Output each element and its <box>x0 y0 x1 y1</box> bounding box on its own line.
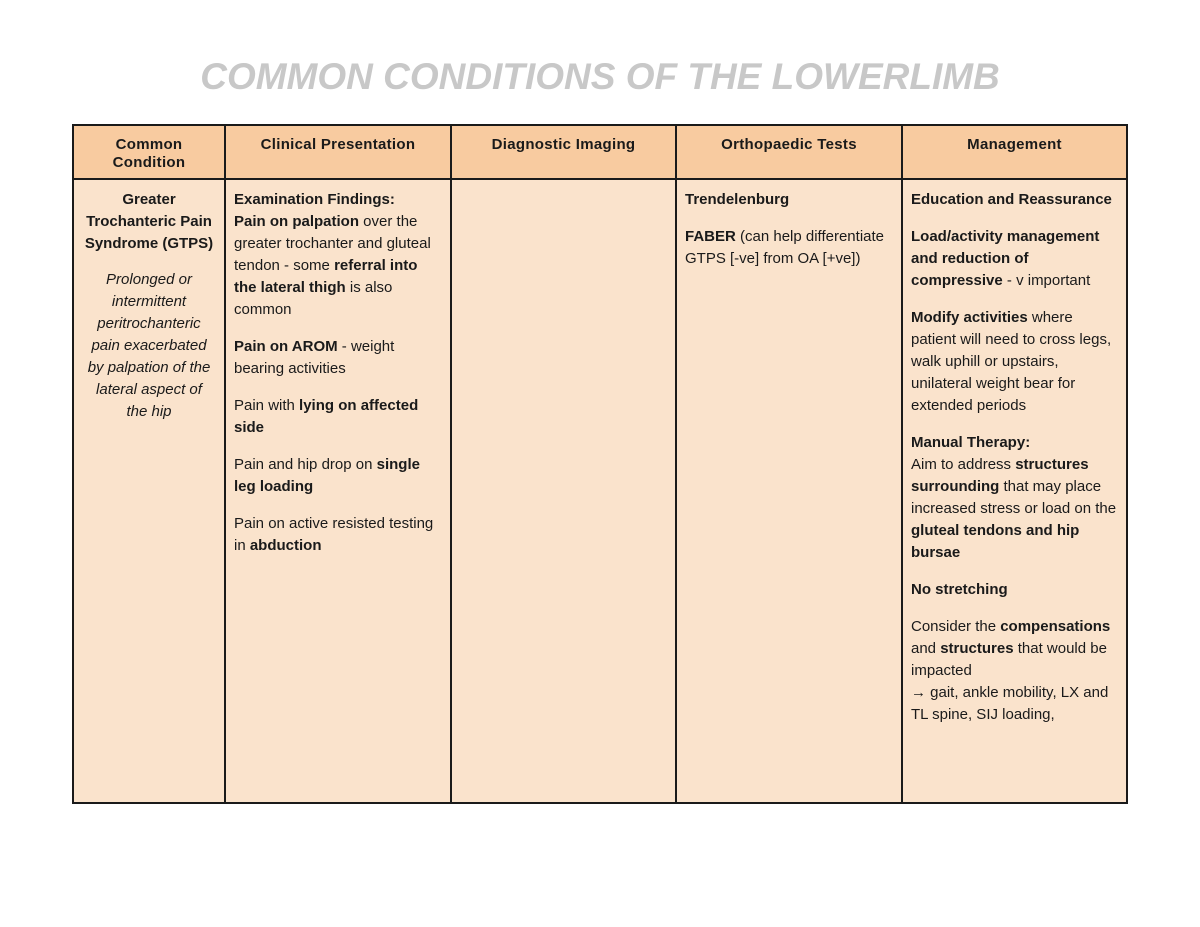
examination-findings: Examination Findings: Pain on palpation over the greater trochanter and gluteal tendon - some referral into the lateral thigh is also common <box>234 191 431 318</box>
finding-arom: Pain on AROM - weight bearing activities <box>234 338 395 377</box>
page-title: COMMON CONDITIONS OF THE LOWERLIMB <box>200 56 1000 97</box>
finding-lying: Pain with lying on affected side <box>234 397 419 436</box>
header-common-condition: Common Condition <box>73 125 225 179</box>
mgmt-modify: Modify activities where patient will need to cross legs, walk uphill or upstairs, unilateral weight bear for extended periods <box>911 309 1112 414</box>
table-row <box>73 179 1127 803</box>
mgmt-load: Load/activity management and reduction of compressive - v important <box>911 228 1100 289</box>
condition-cell <box>73 179 225 803</box>
header-row <box>73 125 1127 179</box>
orthopaedic-tests-cell <box>676 179 902 803</box>
test-trendelenburg: Trendelenburg <box>685 191 790 208</box>
clinical-presentation-cell <box>225 179 451 803</box>
finding-abduction: Pain on active resisted testing in abduction <box>234 515 434 554</box>
test-faber: FABER (can help differentiate GTPS [-ve] from OA [+ve]) <box>685 228 884 267</box>
finding-single-leg: Pain and hip drop on single leg loading <box>234 456 420 495</box>
header-diagnostic-imaging: Diagnostic Imaging <box>451 125 676 179</box>
header-management: Management <box>902 125 1127 179</box>
condition-name: Greater Trochanteric Pain Syndrome (GTPS) <box>84 191 214 252</box>
mgmt-no-stretching: No stretching <box>911 581 1008 598</box>
conditions-table <box>72 124 1128 804</box>
mgmt-education: Education and Reassurance <box>911 191 1112 208</box>
mgmt-compensations: Consider the compensations and structures that would be impacted → gait, ankle mobility, LX and TL spine, SIJ loading, <box>911 618 1111 723</box>
management-cell <box>902 179 1127 803</box>
header-orthopaedic-tests: Orthopaedic Tests <box>676 125 902 179</box>
header-clinical-presentation: Clinical Presentation <box>225 125 451 179</box>
condition-description: Prolonged or intermittent peritrochanteric pain exacerbated by palpation of the lateral aspect of the hip <box>87 271 211 420</box>
mgmt-manual-therapy: Manual Therapy: Aim to address structures surrounding that may place increased stress or load on the gluteal tendons and hip bursae <box>911 434 1117 561</box>
diagnostic-imaging-cell <box>451 179 676 803</box>
